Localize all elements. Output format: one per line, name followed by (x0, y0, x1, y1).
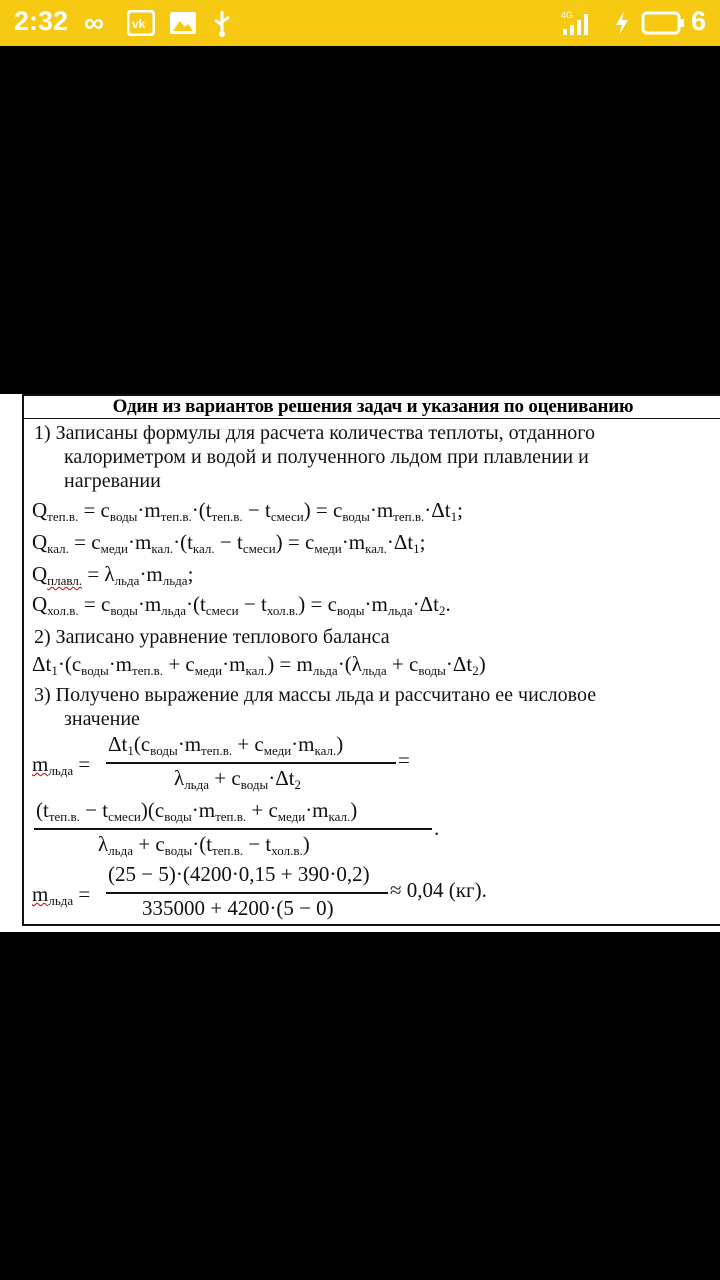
network-type: 4G (561, 10, 574, 20)
formula-q-heat-water: $Q_{теп.в.} = c_{воды}\cdot m_{теп.в.}\cdot(t_{теп.в.} - t_{смеси}) = c_{воды}\cdot m_{теп.в.}\cdot\Delta t_1$; (32, 498, 463, 524)
mass-ice-label-2: $m_{льда}$ = (32, 882, 91, 908)
item1-text-line2: калориметром и водой и полученного льдом при плавлении и (64, 446, 589, 468)
item2-text: 2) Записано уравнение теплового баланса (34, 626, 390, 648)
result-numerator: (25 − 5)·(4200·0,15 + 390·0,2) (108, 862, 370, 886)
solution-table (22, 394, 720, 926)
image-viewer-top-area[interactable] (0, 46, 720, 394)
item3-text-line1: 3) Получено выражение для массы льда и рассчитано ее числовое (34, 684, 597, 706)
expr1-numerator: $\Delta t_1(c_{воды}\cdot m_{теп.в.} + c_{меди}\cdot m_{кал.})$ (108, 732, 344, 758)
formula-q-melting: $Q_{плавл.} = \lambda_{льда}\cdot m_{льда}$; (32, 562, 194, 588)
formula-q-cold-water: $Q_{хол.в.} = c_{воды}\cdot m_{льда}\cdot(t_{смеси} - t_{хол.в.}) = c_{воды}\cdot m_{льда}\cdot\Delta t_2$. (32, 592, 451, 618)
item3-text-line2: значение (64, 708, 140, 730)
battery-level: 6 (690, 6, 706, 36)
expr1-fraction-line (106, 762, 396, 764)
expr2-period: . (434, 816, 440, 840)
charging-icon (612, 8, 632, 38)
signal-icon (560, 8, 600, 38)
expr2-fraction-line (34, 828, 432, 830)
mass-ice-label-1: $m_{льда}$ = (32, 752, 91, 778)
result-fraction-line (106, 892, 388, 894)
image-viewer-bottom-area[interactable] (0, 932, 720, 1280)
item1-text-line1: 1) Записаны формулы для расчета количества теплоты, отданного (34, 422, 596, 444)
solution-heading: Один из вариантов решения задач и указания по оцениванию (24, 396, 720, 419)
svg-text:vk: vk (132, 17, 146, 31)
formula-q-calorimeter: $Q_{кал.} = c_{меди}\cdot m_{кал.}\cdot(t_{кал.} - t_{смеси}) = c_{меди}\cdot m_{кал.}\cdot\Delta t_1$; (32, 530, 426, 556)
item1-text-line3: нагревании (64, 470, 161, 492)
result-denominator: 335000 + 4200·(5 − 0) (142, 896, 334, 920)
formula-heat-balance: $\Delta t_1\cdot(c_{воды}\cdot m_{теп.в.} + c_{меди}\cdot m_{кал.}) = m_{льда}\cdot(\lambda_{льда} + c_{воды}\cdot\Delta t_2)$ (32, 652, 486, 678)
gallery-icon (168, 8, 198, 38)
expr2-numerator: $(t_{теп.в.} - t_{смеси})(c_{воды}\cdot m_{теп.в.} + c_{меди}\cdot m_{кал.})$ (36, 798, 358, 824)
result-value: ≈ 0,04 (кг). (390, 878, 487, 902)
usb-icon (210, 8, 234, 38)
battery-icon (640, 8, 686, 38)
document-image[interactable] (0, 394, 720, 932)
expr1-denominator: $\lambda_{льда} + c_{воды}\cdot\Delta t_2$ (174, 766, 302, 792)
infinity-icon: ∞ (84, 7, 104, 38)
status-time: 2:32 (14, 6, 69, 36)
expr1-equals: = (398, 748, 410, 772)
expr2-denominator: $\lambda_{льда} + c_{воды}\cdot(t_{теп.в.} - t_{хол.в.})$ (98, 832, 310, 858)
status-bar (0, 0, 720, 46)
vk-icon (126, 8, 156, 38)
